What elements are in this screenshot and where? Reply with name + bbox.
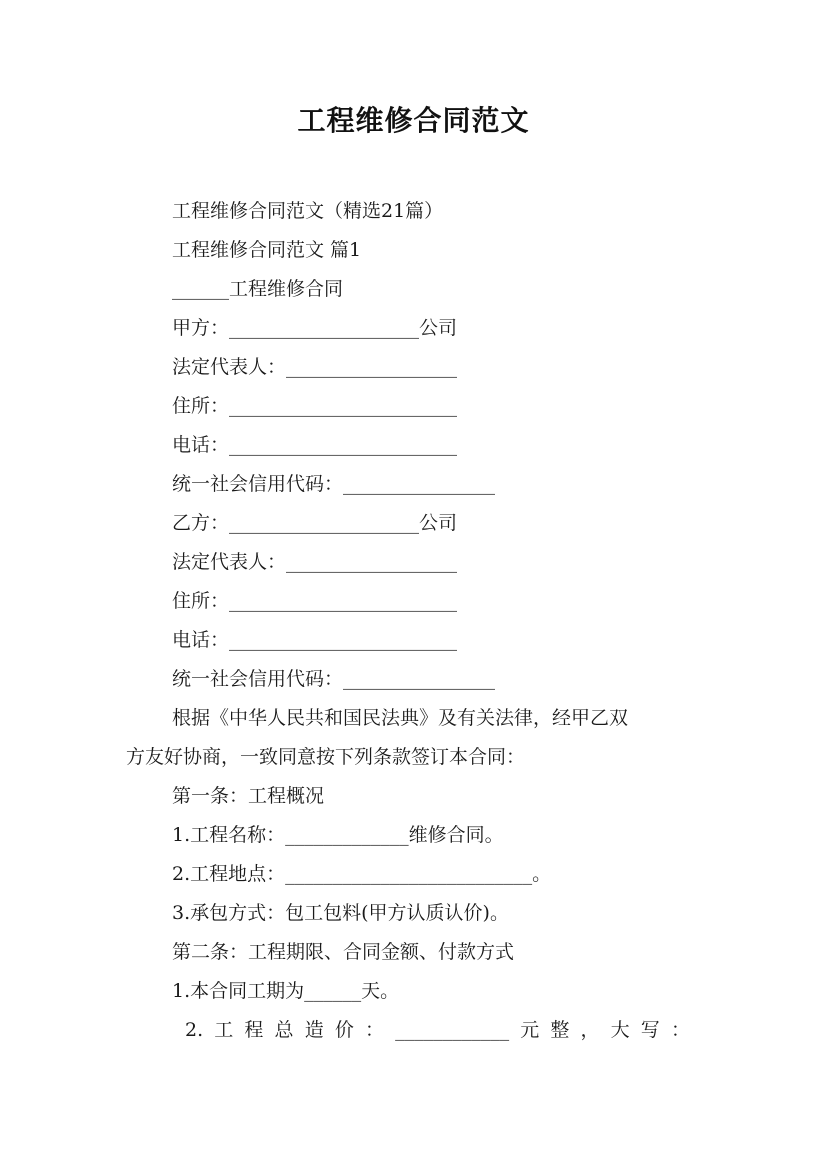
doc-char: ： — [364, 1019, 384, 1041]
doc-char: ， — [580, 1019, 600, 1041]
doc-blank: ____________ — [395, 1019, 510, 1041]
doc-line: 1.本合同工期为______天。 — [172, 980, 400, 1002]
doc-line: 统一社会信用代码：________________ — [172, 668, 496, 690]
doc-char: 造 — [304, 1019, 324, 1041]
doc-char: 大 — [610, 1019, 630, 1041]
doc-line: 法定代表人：__________________ — [172, 551, 458, 573]
doc-line: 法定代表人：__________________ — [172, 356, 458, 378]
doc-char: 2. — [185, 1019, 204, 1041]
doc-char: 工 — [214, 1019, 234, 1041]
doc-char: 程 — [244, 1019, 264, 1041]
doc-line: 工程维修合同范文 篇1 — [172, 239, 362, 261]
doc-char: 整 — [550, 1019, 570, 1041]
doc-line: 1.工程名称：_____________维修合同。 — [172, 824, 504, 846]
doc-line: 工程维修合同范文（精选21篇） — [172, 200, 444, 222]
doc-line: 根据《中华人民共和国民法典》及有关法律，经甲乙双 — [172, 707, 629, 729]
doc-line-justified — [185, 1017, 690, 1043]
doc-line: 统一社会信用代码：________________ — [172, 473, 496, 495]
document-title: 工程维修合同范文 — [297, 104, 530, 137]
doc-char: 总 — [274, 1019, 294, 1041]
doc-line: 2.工程地点：__________________________。 — [172, 863, 552, 885]
doc-char: 元 — [520, 1019, 540, 1041]
doc-line: 3.承包方式：包工包料(甲方认质认价)。 — [172, 902, 509, 924]
doc-line: 方友好协商，一致同意按下列条款签订本合同： — [126, 746, 526, 768]
doc-line: 甲方：____________________公司 — [172, 317, 458, 339]
doc-line: 第一条：工程概况 — [172, 785, 325, 807]
doc-line: 住所：________________________ — [172, 395, 458, 417]
doc-line: 电话：________________________ — [172, 629, 458, 651]
doc-line: 电话：________________________ — [172, 434, 458, 456]
doc-line: 住所：________________________ — [172, 590, 458, 612]
doc-char: 价 — [334, 1019, 354, 1041]
doc-char: ： — [670, 1019, 690, 1041]
doc-line: 第二条：工程期限、合同金额、付款方式 — [172, 941, 515, 963]
doc-line: 乙方：____________________公司 — [172, 512, 458, 534]
doc-line: ______工程维修合同 — [172, 278, 344, 300]
doc-char: 写 — [640, 1019, 660, 1041]
